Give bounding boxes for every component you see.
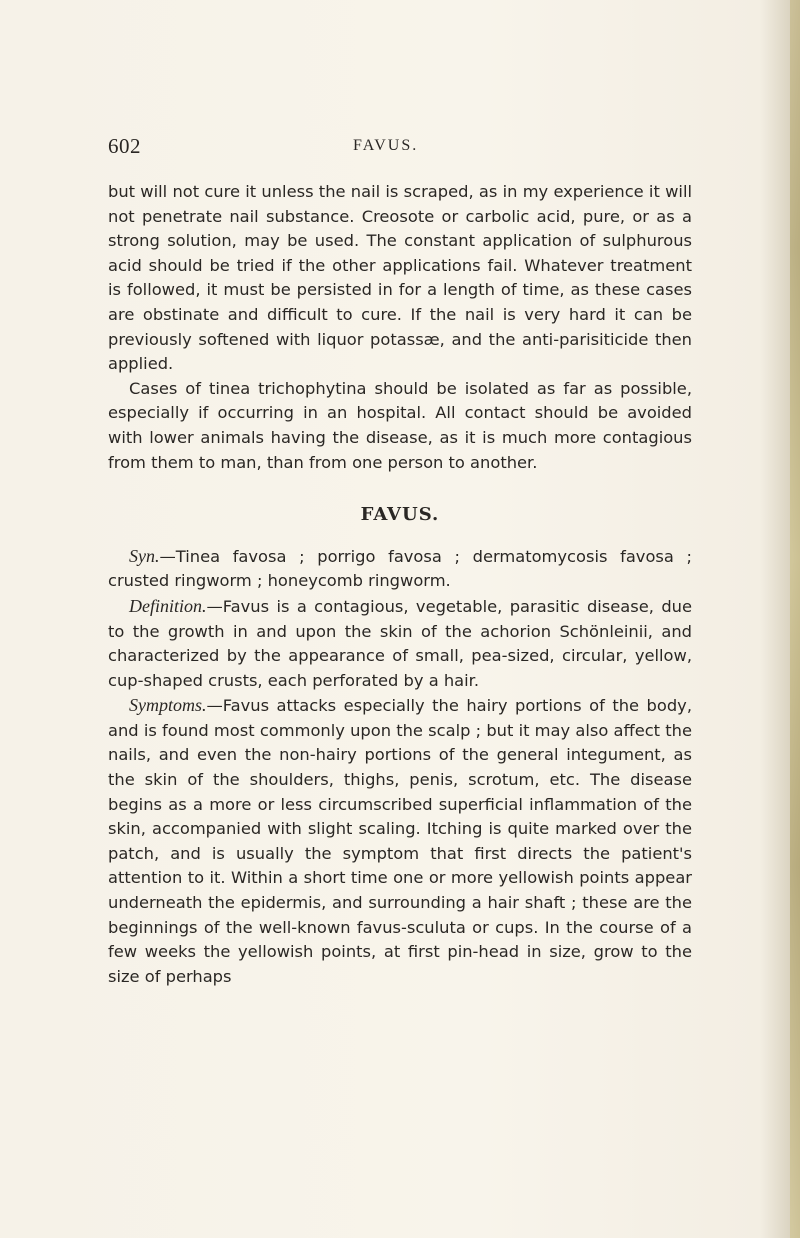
page-header [108, 134, 692, 164]
definition-text: —Favus is a contagious, vegetable, parasitic disease, due to the growth in and upon the skin of the achorion Schönleinii, and characterized by the appearance of small, pea-sized, circular, yellow, cup-shaped crusts, each perforated by a hair. [108, 596, 692, 690]
running-head: FAVUS. [353, 137, 419, 154]
paragraph-definition [108, 594, 692, 693]
paragraph-synonyms [108, 544, 692, 594]
section-title: FAVUS. [360, 504, 440, 526]
page-number: 602 [108, 134, 141, 158]
paragraph-isolation: Cases of tinea trichophytina should be isolated as far as possible, especially if occurring in an hospital. All contact should be avoided with lower animals having the disease, as it is much more contagious from them to man, than from one person to another. [108, 378, 692, 472]
symptoms-term: Symptoms. [129, 695, 207, 716]
paragraph-continuation: but will not cure it unless the nail is scraped, as in my experience it will not penetrate nail substance. Creosote or carbolic acid, pure, or as a strong solution, may be used. The constant application of sulphurous acid should be tried if the other applications fail. Whatever treatment is followed, it must be persisted in for a length of time, as these cases are obstinate and difficult to cure. If the nail is very hard it can be previously softened with liquor potassæ, and the anti-parisiticide then applied. [108, 182, 692, 374]
body-text [108, 180, 692, 989]
symptoms-text: —Favus attacks especially the hairy portions of the body, and is found most commonly upon the scalp ; but it may also affect the nails, and even the non-hairy portions of the general integument, as the skin of the shoulders, thighs, penis, scrotum, etc. The disease begins as a more or less circumscribed superficial inflammation of the skin, accompanied with slight scaling. Itching is quite marked over the patch, and is usually the symptom that first directs the patient's attention to it. Within a short time one or more yellowish points appear underneath the epidermis, and surrounding a hair shaft ; these are the beginnings of the well-known favus-sculuta or cups. In the course of a few weeks the yellowish points, at first pin-head in size, grow to the size of perhaps [108, 696, 692, 986]
definition-term: Definition. [129, 595, 207, 616]
synonyms-term: Syn. [129, 545, 160, 566]
synonyms-text: —Tinea favosa ; porrigo favosa ; dermatomycosis favosa ; crusted ringworm ; honeycomb ringworm. [108, 546, 692, 591]
page-edge [790, 0, 800, 1238]
paragraph-symptoms [108, 693, 692, 989]
